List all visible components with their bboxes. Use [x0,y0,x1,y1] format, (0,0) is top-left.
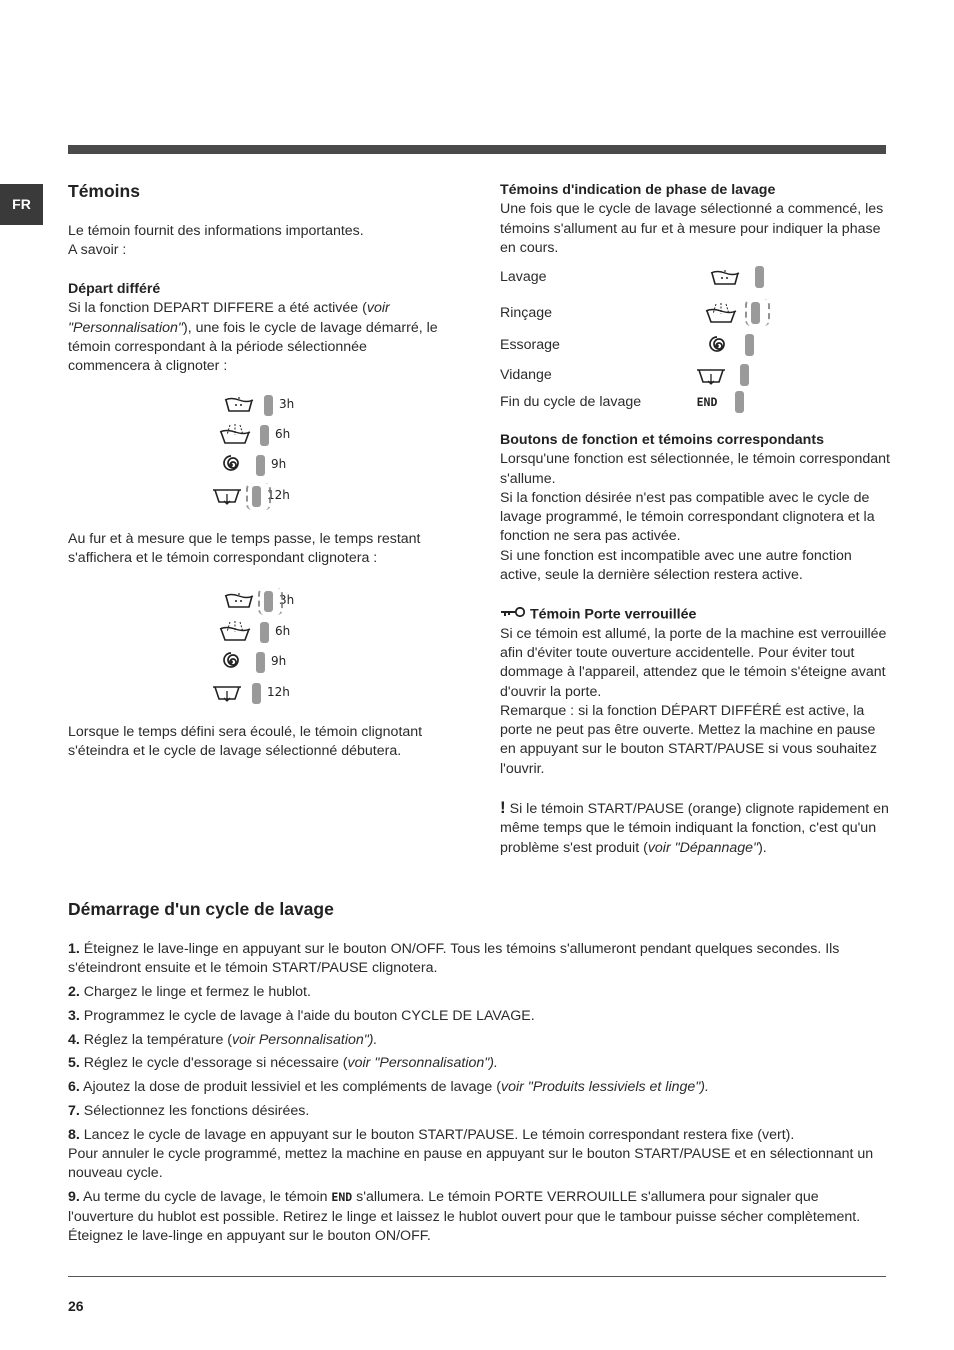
phase-row-essorage [500,336,760,358]
see-reference: voir "Personnalisation"). [347,1055,498,1072]
phase-label: Lavage [500,269,547,285]
delay-row [210,483,290,509]
spin-spiral-icon [700,333,734,359]
rinse-tub-icon [218,619,252,645]
delay-label: 9h [271,457,287,472]
wash-tub-icon [222,392,256,418]
text-part: ). [758,839,767,856]
phase-row-rincage [500,304,760,326]
phase-led-blinking [751,302,760,324]
phase-label: Essorage [500,337,560,353]
step-text: Réglez la température ( [79,1031,233,1048]
phase-heading: Témoins d'indication de phase de lavage [500,182,776,198]
intro-line-2: A savoir : [68,242,127,259]
delay-led [252,683,261,704]
wash-tub-icon [222,588,256,614]
header-rule [68,145,886,154]
step-text: Réglez le cycle d'essorage si nécessaire ( [79,1055,348,1072]
depart-differe-section [68,280,443,376]
remaining-time-text: Au fur et à mesure que le temps passe, le temps restant s'affichera et le témoin correspondant clignotera : [68,531,421,567]
porte-text-2: Remarque : si la fonction DÉPART DIFFÉRÉ est active, la porte ne peut pas être ouverte. Mettez la machine en pause en appuyant sur le bouton START/PAUSE si vous souhaitez l'ouvrir. [500,702,877,777]
phase-section [500,181,890,258]
delay-led [256,652,265,673]
step-number: 8. [68,1126,80,1143]
spin-spiral-icon [214,649,248,675]
porte-heading-line [500,605,890,625]
wash-tub-icon [708,265,742,291]
boutons-section [500,431,890,585]
step-text: s'allumera. Le témoin PORTE VERROUILLE s'allumera pour signaler que l'ouverture du hublot est possible. Retirez le linge et laissez le hublot ouvert pour que le tambour puisse sécher complètement. [68,1189,861,1225]
spin-spiral-icon [214,452,248,478]
drain-tub-icon [210,680,244,706]
step-item [68,1078,886,1097]
depart-differe-text [68,299,443,376]
phase-row-fin [500,393,760,415]
delay-end-text: Lorsque le temps défini sera écoulé, le témoin clignotant s'éteindra et le cycle de lavage sélectionné débutera. [68,724,423,760]
delay-led [260,622,269,643]
step-item [68,1031,886,1050]
phase-led [735,391,744,413]
step-text: Lancez le cycle de lavage en appuyant sur le bouton START/PAUSE. Le témoin correspondant restera fixe (vert). [79,1126,795,1143]
warning-mark-icon: ! [500,798,506,818]
delay-label: 3h [279,593,295,608]
step-number: 6. [68,1079,80,1096]
step-number: 1. [68,941,80,957]
step-item [68,1007,886,1026]
drain-tub-icon [210,483,244,509]
step-item [68,940,886,979]
delay-label: 12h [267,685,290,700]
step-item [68,1126,886,1184]
step-item [68,983,886,1002]
step-text: Au terme du cycle de lavage, le témoin [79,1189,332,1206]
see-reference: voir "Produits lessiviels et linge"). [500,1079,709,1096]
phase-led [740,364,749,386]
delay-led-blinking [264,591,273,612]
see-reference: voir Personnalisation"). [232,1031,378,1048]
language-tab: FR [0,184,43,225]
see-reference: voir "Personnalisation" [68,300,390,336]
temoins-intro [68,222,448,261]
porte-heading: Témoin Porte verrouillée [530,606,697,623]
porte-text-1: Si ce témoin est allumé, la porte de la machine est verrouillée afin d'éviter toute ouverture accidentelle. Pour éviter tout dommage à l'appareil, attendez que le témoin s'éteigne avant d'ouvrir la porte. [500,625,887,700]
delay-row [218,619,290,645]
phase-text: Une fois que le cycle de lavage sélectionné a commencé, les témoins s'allument au fur et à mesure pour indiquer la phase en cours. [500,201,884,256]
footer-rule [68,1276,886,1277]
phase-led [745,334,754,356]
key-lock-icon [500,605,526,624]
step-text: Programmez le cycle de lavage à l'aide du bouton CYCLE DE LAVAGE. [79,1007,535,1024]
text-part: Si la fonction DEPART DIFFERE a été activée ( [68,300,367,317]
end-icon: END [331,1190,353,1205]
delay-led [264,395,273,416]
step-text: Chargez le linge et fermez le hublot. [79,984,311,1001]
boutons-text-2: Si la fonction désirée n'est pas compatible avec le cycle de lavage programmé, le témoin correspondant clignotera et la fonction ne sera pas activée. [500,489,875,545]
steps-list [68,940,886,1251]
see-reference: voir "Dépannage" [647,839,759,856]
delay-label: 6h [275,624,291,639]
delay-row [214,649,286,675]
boutons-heading: Boutons de fonction et témoins correspondants [500,432,824,448]
delay-row [222,588,294,614]
phase-label: Rinçage [500,305,553,321]
delay-led [256,455,265,476]
phase-row-lavage [500,268,760,290]
step-number: 9. [68,1189,80,1206]
intro-line-1: Le témoin fournit des informations importantes. [68,223,364,239]
porte-section [500,605,890,858]
step-item [68,1054,886,1073]
delay-label: 12h [267,488,290,503]
step-text: Éteignez le lave-linge en appuyant sur le bouton ON/OFF. Tous les témoins s'allumeront pendant quelques secondes. Ils s'éteindront ensuite et le témoin START/PAUSE clignotera. [68,941,840,977]
step-number: 4. [68,1031,80,1048]
end-icon: END [696,395,718,410]
boutons-text-3: Si une fonction est incompatible avec une autre fonction active, seule la dernière sélection restera active. [500,547,852,584]
step-text: Ajoutez la dose de produit lessiviel et les compléments de lavage ( [79,1079,501,1096]
phase-label: Vidange [500,367,552,383]
step-extra-text: Éteignez le lave-linge en appuyant sur le bouton ON/OFF. [68,1227,431,1244]
temoins-title: Témoins [68,181,140,201]
delay-row [210,680,290,706]
delay-row [214,452,286,478]
step-number: 7. [68,1103,80,1120]
phase-led [755,266,764,288]
text-part: Si le témoin START/PAUSE (orange) clignote rapidement en même temps que le témoin indiquant la fonction, c'est qu'un problème s'est produit ( [500,801,889,856]
boutons-text-1: Lorsqu'une fonction est sélectionnée, le témoin correspondant s'allume. [500,451,890,487]
delay-led [260,425,269,446]
phase-row-vidange [500,366,760,388]
step-item [68,1102,886,1121]
delay-row [218,422,290,448]
delay-label: 9h [271,654,287,669]
page-number: 26 [68,1298,84,1314]
step-item [68,1188,886,1246]
step-number: 5. [68,1055,80,1072]
rinse-tub-icon [218,422,252,448]
step-number: 3. [68,1007,80,1024]
delay-row [222,392,294,418]
drain-tub-icon [694,363,728,389]
rinse-tub-icon [704,301,738,327]
demarrage-title: Démarrage d'un cycle de lavage [68,899,334,919]
depart-differe-heading: Départ différé [68,281,161,297]
step-number: 2. [68,984,80,1001]
text-part: ), une fois le cycle de lavage démarré, le témoin correspondant à la période sélectionnée commencera à clignoter : [68,319,438,375]
delay-led-blinking [252,486,261,507]
porte-warning [500,798,890,858]
phase-label: Fin du cycle de lavage [500,394,642,410]
delay-label: 6h [275,427,291,442]
delay-label: 3h [279,397,295,412]
step-text: Sélectionnez les fonctions désirées. [79,1103,310,1120]
step-extra-text: Pour annuler le cycle programmé, mettez la machine en pause en appuyant sur le bouton START/PAUSE et en sélectionnant un nouveau cycle. [68,1146,874,1182]
